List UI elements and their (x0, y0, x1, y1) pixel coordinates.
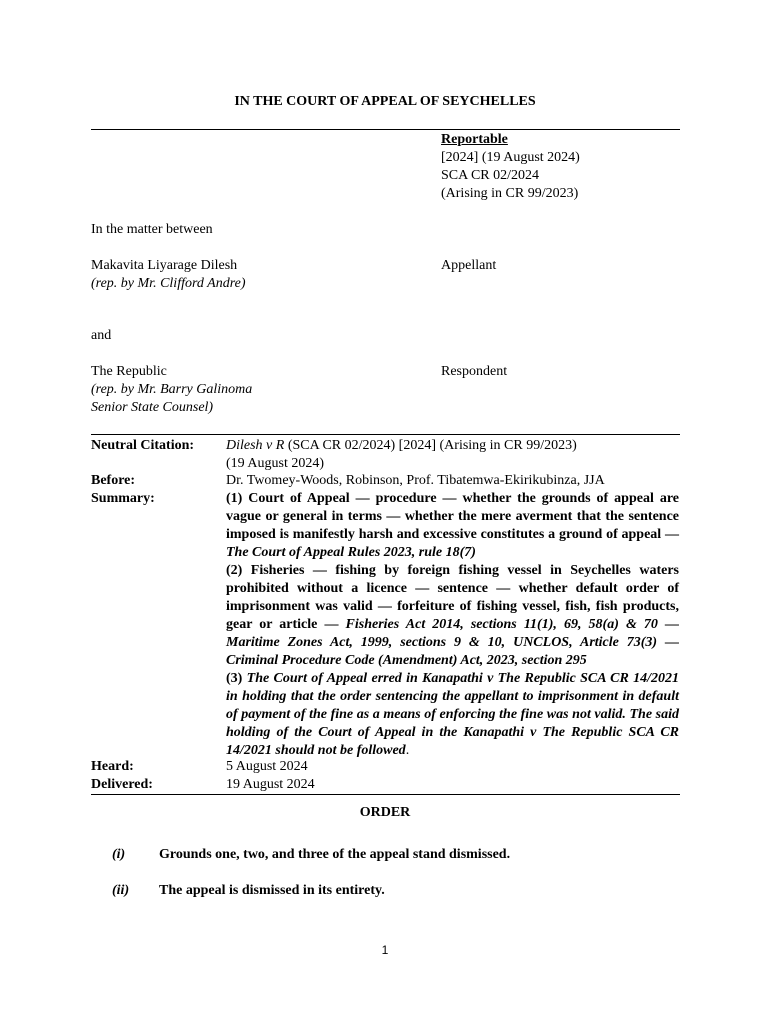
appellant-role: Appellant (441, 258, 497, 273)
summary-3-italic: The Court of Appeal erred in Kanapathi v The Republic SCA CR 14/2021 in holding that the order sentencing the appellant to imprisonment in default of payment of the fine as a means of enforcing the fine was not valid. The said holding of the Court of Appeal in the Kanapathi v The Republic SCA CR 14/2021 should not be followed (226, 671, 680, 758)
neutral-citation-case: Dilesh v R (226, 438, 285, 453)
appellant-name: Makavita Liyarage Dilesh (91, 258, 238, 273)
respondent-name: The Republic (91, 364, 167, 379)
order-item-1-text: Grounds one, two, and three of the appeal stand dismissed. (159, 847, 511, 862)
neutral-citation-label: Neutral Citation: (91, 438, 195, 453)
summary-2-italic: Fisheries Act 2014, sections 11(1), 69, 58(a) & 70 — Maritime Zones Act, 1999, sections 9 & 10, UNCLOS, Article 73(3) — Criminal Procedure Code (Amendment) Act, 2023, section 295 (226, 617, 679, 668)
summary-body (226, 490, 679, 760)
order-item-2-number: (ii) (112, 883, 130, 898)
order-item-1-number: (i) (112, 847, 126, 862)
summary-point-3 (226, 670, 679, 760)
heard-label: Heard: (91, 759, 134, 774)
respondent-role: Respondent (441, 364, 508, 379)
respondent-representation-1: (rep. by Mr. Barry Galinoma (91, 382, 253, 397)
summary-1-italic: The Court of Appeal Rules 2023, rule 18(7) (226, 545, 476, 560)
summary-label: Summary: (91, 491, 155, 506)
page-number: 1 (381, 943, 389, 957)
court-title: IN THE COURT OF APPEAL OF SEYCHELLES (234, 94, 536, 109)
neutral-citation-date: (19 August 2024) (226, 456, 324, 471)
neutral-citation-value (226, 437, 577, 455)
summary-point-2 (226, 562, 679, 670)
order-heading: ORDER (359, 805, 411, 820)
summary-point-1 (226, 490, 679, 562)
summary-3-end: . (405, 743, 410, 758)
header-rule (91, 129, 680, 130)
case-number: SCA CR 02/2024 (441, 168, 540, 183)
summary-1-text: (1) Court of Appeal — procedure — whether the grounds of appeal are vague or general in terms — whether the mere averment that the sentence imposed is manifestly harsh and excessive constitutes a ground of appeal — (226, 491, 679, 542)
neutral-citation-rest: (SCA CR 02/2024) [2024] (Arising in CR 99/2023) (284, 438, 577, 453)
before-value: Dr. Twomey-Woods, Robinson, Prof. Tibatemwa-Ekirikubinza, JJA (226, 473, 605, 488)
matter-intro: In the matter between (91, 222, 213, 237)
heard-value: 5 August 2024 (226, 759, 308, 774)
arising-in: (Arising in CR 99/2023) (441, 186, 579, 201)
order-item-2-text: The appeal is dismissed in its entirety. (159, 883, 385, 898)
delivered-label: Delivered: (91, 777, 153, 792)
conjunction-and: and (91, 328, 112, 343)
citation-year: [2024] (19 August 2024) (441, 150, 580, 165)
summary-3-prefix: (3) (226, 671, 247, 686)
reportable-label: Reportable (441, 132, 508, 147)
delivered-value: 19 August 2024 (226, 777, 315, 792)
respondent-representation-2: Senior State Counsel) (91, 400, 214, 415)
details-top-rule (91, 434, 680, 435)
appellant-representation: (rep. by Mr. Clifford Andre) (91, 276, 246, 291)
before-label: Before: (91, 473, 136, 488)
details-bottom-rule (91, 794, 680, 795)
summary-2-text: (2) Fisheries — fishing by foreign fishing vessel in Seychelles waters prohibited without a licence — sentence — whether default order of imprisonment was valid — forfeiture of fishing vessel, fish, fish products, gear or article — (226, 563, 679, 632)
